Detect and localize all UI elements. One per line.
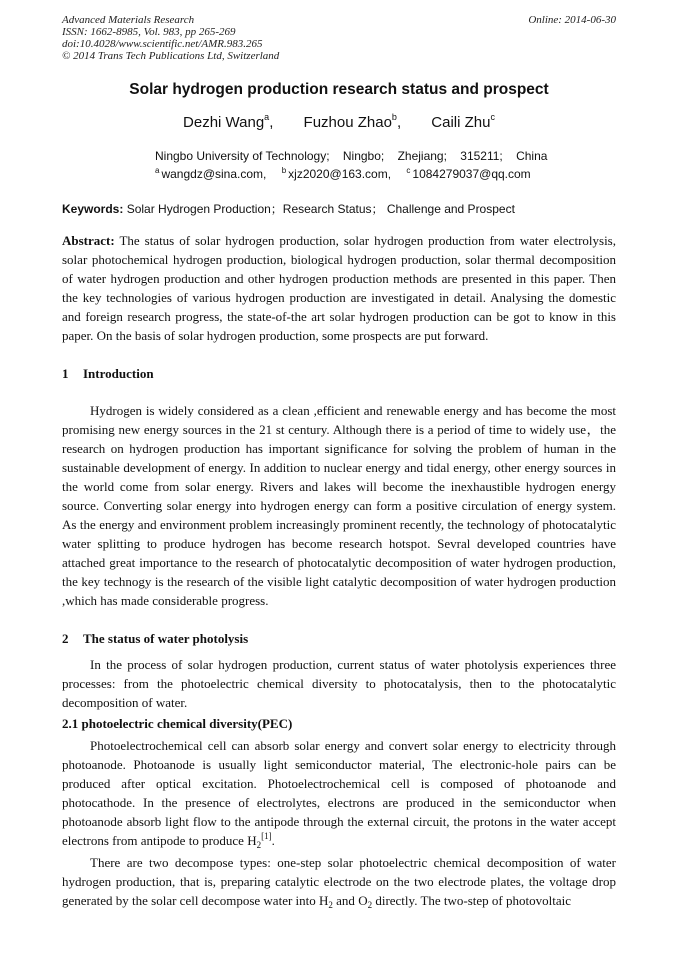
email-list: [155, 167, 543, 181]
keywords: [62, 200, 616, 217]
author: Fuzhou Zhao$^b$,: [303, 112, 402, 131]
intro-paragraph: Hydrogen is widely considered as a clean ,efficient and renewable energy and has become the most promising new energy sources in the 21 st century. Although there is a period of time to widely use，the research on hydrogen production has important significance for solving the problem of human in the sustainable development of energy. In addition to nuclear energy and tidal energy, other energy sources in the world come from solar energy. Rivers and lakes will become the inexhaustible hydrogen energy source. Converting solar energy into hydrogen energy can form a positive circulation of energy system. As the energy and environment problem increasingly prominent recently, the technology of photocatalytic water splitting to produce hydrogen has become research hotspot. Sevral developed countries have attached great importance to the research of photocatalytic decomposition of water hydrogen production, the key technogy is the research of the visible light catalytic decomposition of water hydrogen production ,which has made considerable progress.: [62, 403, 616, 608]
journal-name: Advanced Materials Research: [62, 14, 195, 26]
affiliation: Ningbo University of Technology; Ningbo; Zhejiang; 315211; China: [155, 149, 548, 163]
keywords-label: Keywords:: [62, 202, 124, 216]
section-heading: 1 Introduction: [62, 366, 154, 381]
decompose-paragraph: There are two decompose types: one-step solar photoelectric chemical decomposition of water hydrogen production, that is, preparing catalytic electrode on the two electrode plates, the voltage drop generated by the solar cell decompose water into $H_2$ and $O_2$ directly. The two-step of photovoltaic: [62, 855, 616, 910]
email: $^c$ 1084279037@qq.com: [406, 166, 531, 181]
email: $^a$ wangdz@sina.com,: [155, 166, 267, 181]
paper-title: Solar hydrogen production research status and prospect: [129, 81, 549, 98]
abstract: [62, 231, 616, 345]
copyright-line: © 2014 Trans Tech Publications Ltd, Switzerland: [62, 50, 280, 62]
keywords-text: Solar Hydrogen Production；Research Status； Challenge and Prospect: [126, 202, 515, 216]
journal-header: [62, 14, 616, 62]
section-paragraph: In the process of solar hydrogen production, current status of water photolysis experiences three processes: from the photoelectric chemical diversity to photocatalysis, then to the photocatalytic decomposition of water.: [62, 657, 616, 710]
subsection-heading: 2.1 photoelectric chemical diversity(PEC): [62, 716, 293, 731]
online-date: Online: 2014-06-30: [528, 14, 616, 26]
author-list: [0, 114, 678, 131]
author: Dezhi Wang$^a$,: [183, 112, 274, 131]
abstract-text: The status of solar hydrogen production, solar hydrogen production from water electrolysis, solar photochemical hydrogen production, biological hydrogen production, solar thermal decomposition of water hydrogen production and other hydrogen production methods are presented in this paper. Then the key technologies of various hydrogen production are investigated in detail. Analysing the domestic and foreign research progress, the state-of-the art solar hydrogen production can be got to know in this paper. On the basis of solar hydrogen production, some prospects are put forward.: [62, 233, 616, 343]
doi-line: doi:10.4028/www.scientific.net/AMR.983.265: [62, 38, 263, 50]
author: Caili Zhu$^c$: [431, 112, 495, 131]
email: $^b$ xjz2020@163.com,: [281, 166, 392, 181]
section-heading: 2 The status of water photolysis: [62, 631, 249, 646]
abstract-label: Abstract:: [62, 233, 115, 248]
pec-paragraph: Photoelectrochemical cell can absorb solar energy and convert solar energy to electricity through photoanode. Photoanode is usually light semiconductor material, The electronic-hole pairs can be produced after optical excitation. Photoelectrochemical cell is composed of photoanode and photocathode. In the presence of electrolytes, electrons are produced in the semiconductor when photoanode absorb light flow to the antipode through the external circuit, the protons in the water accept electrons from antipode to produce $H_2[1]$.: [62, 738, 616, 850]
issn-line: ISSN: 1662-8985, Vol. 983, pp 265-269: [62, 26, 236, 38]
